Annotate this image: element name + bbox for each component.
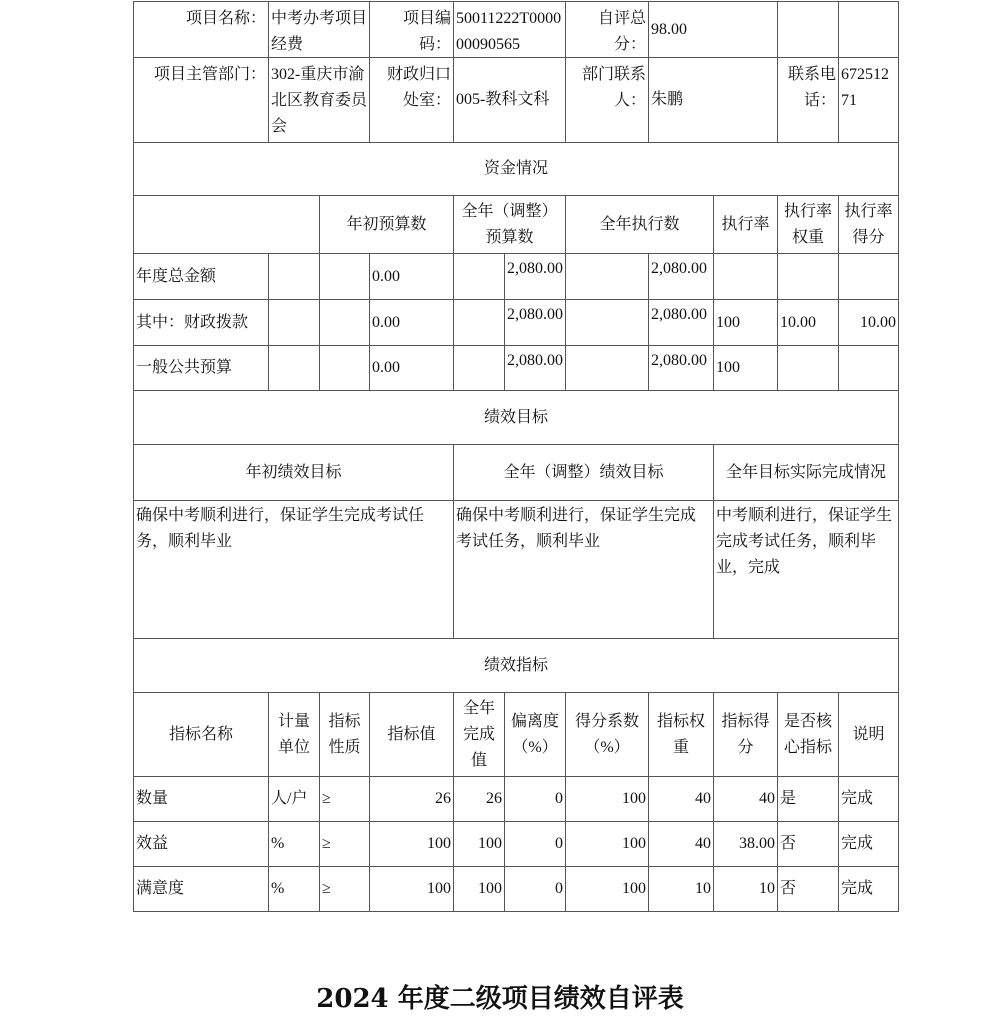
funds-adjusted: 2,080.00 <box>504 253 566 300</box>
empty-cell <box>268 299 320 346</box>
finance-value: 005-教科文科 <box>453 57 566 143</box>
funds-row-label: 其中：财政拨款 <box>133 299 269 346</box>
page-title: 2024 年度二级项目绩效自评表 <box>316 984 684 1014</box>
funds-score <box>838 345 899 391</box>
funds-score <box>838 253 899 300</box>
label-project-name: 项目名称： <box>133 1 269 58</box>
indicator-cell: 满意度 <box>133 866 269 912</box>
indicator-header: 说明 <box>838 692 899 777</box>
empty-cell <box>777 1 839 58</box>
indicator-cell: % <box>268 821 320 867</box>
indicator-cell: 否 <box>777 866 839 912</box>
section-indicators: 绩效指标 <box>133 638 899 693</box>
score-value: 98.00 <box>648 1 778 58</box>
indicator-cell: ≥ <box>319 821 370 867</box>
indicator-cell: ≥ <box>319 866 370 912</box>
indicator-cell: 0 <box>504 776 566 822</box>
label-score: 自评总分： <box>565 1 649 58</box>
label-phone: 联系电话： <box>777 57 839 143</box>
funds-rate: 100 <box>713 345 778 391</box>
empty-cell <box>268 253 320 300</box>
indicator-cell: 40 <box>713 776 778 822</box>
indicator-cell: 数量 <box>133 776 269 822</box>
empty-cell <box>453 299 505 346</box>
indicator-cell: 0 <box>504 821 566 867</box>
indicator-cell: 完成 <box>838 866 899 912</box>
empty-cell <box>453 253 505 300</box>
indicator-header: 指标值 <box>369 692 454 777</box>
funds-row-label: 一般公共预算 <box>133 345 269 391</box>
indicator-cell: 10 <box>713 866 778 912</box>
section-goals: 绩效目标 <box>133 390 899 445</box>
label-contact: 部门联系人： <box>565 57 649 143</box>
goal-initial: 确保中考顺利进行，保证学生完成考试任务，顺利毕业 <box>133 500 454 639</box>
indicator-cell: 100 <box>369 821 454 867</box>
empty-cell <box>319 299 370 346</box>
project-code: 50011222T000000090565 <box>453 1 566 58</box>
phone-value: 67251271 <box>838 57 899 143</box>
empty-cell <box>319 345 370 391</box>
label-dept: 项目主管部门： <box>133 57 269 143</box>
indicator-cell: 否 <box>777 821 839 867</box>
indicator-cell: 40 <box>648 821 714 867</box>
project-name: 中考办考项目经费 <box>268 1 370 58</box>
funds-executed: 2,080.00 <box>648 299 714 346</box>
indicator-cell: 完成 <box>838 776 899 822</box>
indicator-header: 是否核心指标 <box>777 692 839 777</box>
indicator-header: 全年完成值 <box>453 692 505 777</box>
funds-header: 执行率 <box>713 195 778 254</box>
indicator-cell: 效益 <box>133 821 269 867</box>
empty-cell <box>133 195 320 254</box>
empty-cell <box>565 299 649 346</box>
funds-header: 年初预算数 <box>319 195 454 254</box>
empty-cell <box>453 345 505 391</box>
label-finance: 财政归口处室： <box>369 57 454 143</box>
funds-header: 全年（调整）预算数 <box>453 195 566 254</box>
funds-adjusted: 2,080.00 <box>504 345 566 391</box>
funds-executed: 2,080.00 <box>648 345 714 391</box>
indicator-cell: 0 <box>504 866 566 912</box>
indicator-cell: 38.00 <box>713 821 778 867</box>
indicator-cell: 100 <box>565 776 649 822</box>
goal-actual: 中考顺利进行，保证学生完成考试任务，顺利毕业，完成 <box>713 500 899 639</box>
funds-initial: 0.00 <box>369 299 454 346</box>
indicator-header: 得分系数（%） <box>565 692 649 777</box>
funds-row-label: 年度总金额 <box>133 253 269 300</box>
funds-adjusted: 2,080.00 <box>504 299 566 346</box>
indicator-header: 指标名称 <box>133 692 269 777</box>
funds-initial: 0.00 <box>369 253 454 300</box>
funds-header: 执行率得分 <box>838 195 899 254</box>
indicator-cell: 100 <box>565 821 649 867</box>
funds-header: 全年执行数 <box>565 195 714 254</box>
funds-weight <box>777 345 839 391</box>
indicator-cell: 是 <box>777 776 839 822</box>
indicator-cell: 26 <box>453 776 505 822</box>
empty-cell <box>268 345 320 391</box>
goal-adjusted: 确保中考顺利进行，保证学生完成考试任务，顺利毕业 <box>453 500 714 639</box>
empty-cell <box>838 1 899 58</box>
funds-rate <box>713 253 778 300</box>
contact-value: 朱鹏 <box>648 57 778 143</box>
indicator-cell: 40 <box>648 776 714 822</box>
goals-header: 年初绩效目标 <box>133 444 454 501</box>
indicator-cell: 100 <box>565 866 649 912</box>
funds-score: 10.00 <box>838 299 899 346</box>
indicator-header: 偏离度（%） <box>504 692 566 777</box>
indicator-header: 指标权重 <box>648 692 714 777</box>
funds-executed: 2,080.00 <box>648 253 714 300</box>
indicator-cell: 完成 <box>838 821 899 867</box>
section-funds: 资金情况 <box>133 142 899 196</box>
indicator-cell: 人/户 <box>268 776 320 822</box>
dept-value: 302-重庆市渝北区教育委员会 <box>268 57 370 143</box>
funds-header: 执行率权重 <box>777 195 839 254</box>
funds-initial: 0.00 <box>369 345 454 391</box>
indicator-header: 指标得分 <box>713 692 778 777</box>
indicator-cell: 26 <box>369 776 454 822</box>
empty-cell <box>319 253 370 300</box>
indicator-cell: 100 <box>369 866 454 912</box>
label-project-code: 项目编码： <box>369 1 454 58</box>
goals-header: 全年（调整）绩效目标 <box>453 444 714 501</box>
indicator-cell: 100 <box>453 821 505 867</box>
indicator-header: 计量单位 <box>268 692 320 777</box>
funds-weight: 10.00 <box>777 299 839 346</box>
indicator-cell: % <box>268 866 320 912</box>
indicator-cell: 10 <box>648 866 714 912</box>
empty-cell <box>565 345 649 391</box>
funds-rate: 100 <box>713 299 778 346</box>
indicator-cell: 100 <box>453 866 505 912</box>
funds-weight <box>777 253 839 300</box>
indicator-cell: ≥ <box>319 776 370 822</box>
indicator-header: 指标性质 <box>319 692 370 777</box>
empty-cell <box>565 253 649 300</box>
goals-header: 全年目标实际完成情况 <box>713 444 899 501</box>
